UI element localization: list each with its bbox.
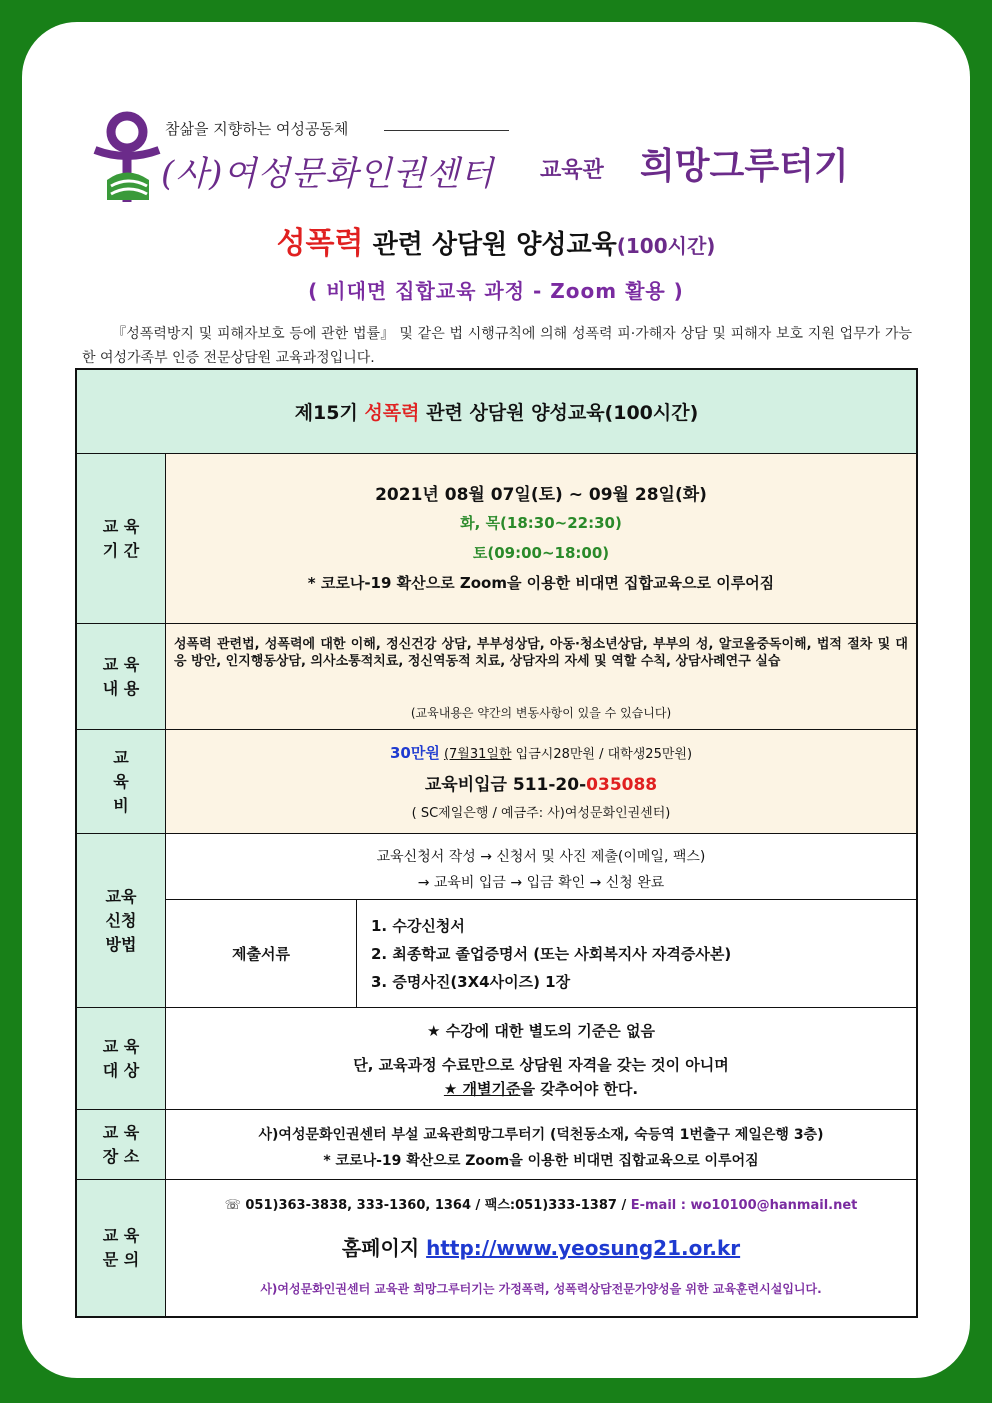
place-address: 사)여성문화인권센터 부설 교육관희망그루터기 (덕천동소재, 숙등역 1번출구 제일은행 3층) — [258, 1127, 824, 1143]
edu-center-label: 교육관 — [540, 158, 604, 183]
fee-label: 교 육 비 — [77, 730, 166, 833]
place-note: * 코로나-19 확산으로 Zoom을 이용한 비대면 집합교육으로 이루어짐 — [323, 1153, 759, 1169]
homepage-label: 홈페이지 — [341, 1236, 427, 1260]
homepage-link[interactable]: http://www.yeosung21.or.kr — [426, 1236, 741, 1260]
target-criteria: ★ 개별기준 — [443, 1080, 521, 1098]
fee-amount-line — [166, 742, 916, 763]
table-heading-pre: 제15기 — [294, 402, 365, 424]
apply-step-2: → 교육비 입금 → 입금 확인 → 신청 완료 — [417, 875, 665, 891]
period-saturday-time: 토(09:00~18:00) — [472, 544, 610, 562]
period-date: 2021년 08월 07일(토) ~ 09월 28일(화) — [375, 485, 707, 505]
apply-steps — [166, 834, 916, 900]
fee-account-label: 교육비입금 511-20- — [424, 775, 587, 795]
place-label: 교 육 장 소 — [77, 1110, 166, 1179]
table-row-period — [77, 454, 916, 624]
target-line-2: 단, 교육과정 수료만으로 상담원 자격을 갖는 것이 아니며 — [353, 1056, 729, 1074]
organization-name: (사)여성문화인권센터 — [161, 154, 495, 194]
period-weekday-time: 화, 목(18:30~22:30) — [460, 514, 622, 532]
fee-amount: 30만원 — [389, 744, 440, 762]
contact-phone-line — [166, 1194, 916, 1213]
table-row-content — [77, 624, 916, 730]
contact-footer: 사)여성문화인권센터 교육관 희망그루터기는 가정폭력, 성폭력상담전문가양성을 위한 교육훈련시설입니다. — [260, 1282, 822, 1296]
period-content — [166, 454, 916, 623]
table-row-target — [77, 1008, 916, 1110]
period-label: 교 육 기 간 — [77, 454, 166, 623]
docs-label: 제출서류 — [166, 900, 357, 1007]
homepage-line — [166, 1232, 916, 1261]
tagline-rule — [384, 130, 509, 131]
fee-account — [166, 770, 916, 795]
email-label: E-mail : — [630, 1198, 691, 1213]
table-row-contact — [77, 1180, 916, 1316]
content-cell — [166, 624, 916, 729]
edu-center-name: 희망그루터기 — [640, 146, 849, 187]
flyer-page — [22, 22, 970, 1378]
target-label: 교 육 대 상 — [77, 1008, 166, 1109]
title-hours: (100시간) — [616, 234, 716, 258]
fee-bank: ( SC제일은행 / 예금주: 사)여성문화인권센터) — [411, 806, 671, 821]
content-note: (교육내용은 약간의 변동사항이 있을 수 있습니다) — [410, 706, 672, 720]
logo-icon — [87, 110, 165, 206]
apply-label: 교육 신청 방법 — [77, 834, 166, 1007]
email-link[interactable]: wo10100@hanmail.net — [690, 1198, 858, 1213]
contact-label: 교 육 문 의 — [77, 1180, 166, 1316]
target-criteria-rest: 을 갖추어야 한다. — [520, 1080, 639, 1098]
target-line-1: ★ 수강에 대한 별도의 기준은 없음 — [427, 1022, 655, 1040]
intro-paragraph: 『성폭력방지 및 피해자보호 등에 관한 법률』 및 같은 법 시행규칙에 의해 성폭력 피·가해자 상담 및 피해자 보호 지원 업무가 가능한 여성가족부 인증 전문상담원 교육과정입니다. — [82, 326, 912, 366]
table-heading-row — [77, 370, 916, 454]
list-item: 3. 증명사진(3X4사이즈) 1장 — [371, 973, 571, 991]
table-heading — [77, 398, 916, 425]
apply-cell — [166, 834, 916, 1007]
target-line-3 — [166, 1078, 916, 1099]
table-heading-red: 성폭력 — [364, 402, 420, 424]
fee-early-date: (7월31일한 — [443, 747, 512, 762]
list-item: 2. 최종학교 졸업증명서 (또는 사회복지사 자격증사본) — [371, 945, 732, 963]
page-subtitle: ( 비대면 집합교육 과정 - Zoom 활용 ) — [308, 279, 684, 303]
header — [87, 100, 937, 210]
table-row-fee — [77, 730, 916, 834]
period-note: * 코로나-19 확산으로 Zoom을 이용한 비대면 집합교육으로 이루어짐 — [307, 574, 775, 592]
fee-cell — [166, 730, 916, 833]
info-table — [75, 368, 918, 1318]
apply-step-1: 교육신청서 작성 → 신청서 및 사진 제출(이메일, 팩스) — [376, 849, 706, 865]
content-text: 성폭력 관련법, 성폭력에 대한 이해, 정신건강 상담, 부부성상담, 아동·청소년상담, 부부의 성, 알코올중독이해, 법적 절차 및 대응 방안, 인지행동상담, 의사소통적치료, 정신역동적 치료, 상담자의 자세 및 역할 수칙, 상담사례연구 실습 — [174, 637, 908, 669]
fee-discount: 입금시28만원 / 대학생25만원) — [511, 747, 693, 762]
docs-list — [371, 912, 731, 996]
fee-account-number: 035088 — [586, 775, 658, 795]
contact-cell — [166, 1180, 916, 1316]
table-row-place — [77, 1110, 916, 1180]
place-cell — [166, 1110, 916, 1179]
title-highlight: 성폭력 — [276, 226, 364, 261]
list-item: 1. 수강신청서 — [371, 917, 465, 935]
logo-tagline: 참삶을 지향하는 여성공동체 — [165, 120, 349, 138]
title-main: 관련 상담원 양성교육 — [363, 230, 617, 260]
content-label: 교 육 내 용 — [77, 624, 166, 729]
table-row-apply — [77, 834, 916, 1008]
table-heading-post: 관련 상담원 양성교육(100시간) — [419, 402, 699, 424]
contact-phone: ☏ 051)363-3838, 333-1360, 1364 / 팩스:051)333-1387 / — [224, 1198, 631, 1213]
target-cell — [166, 1008, 916, 1109]
page-title — [22, 218, 970, 262]
